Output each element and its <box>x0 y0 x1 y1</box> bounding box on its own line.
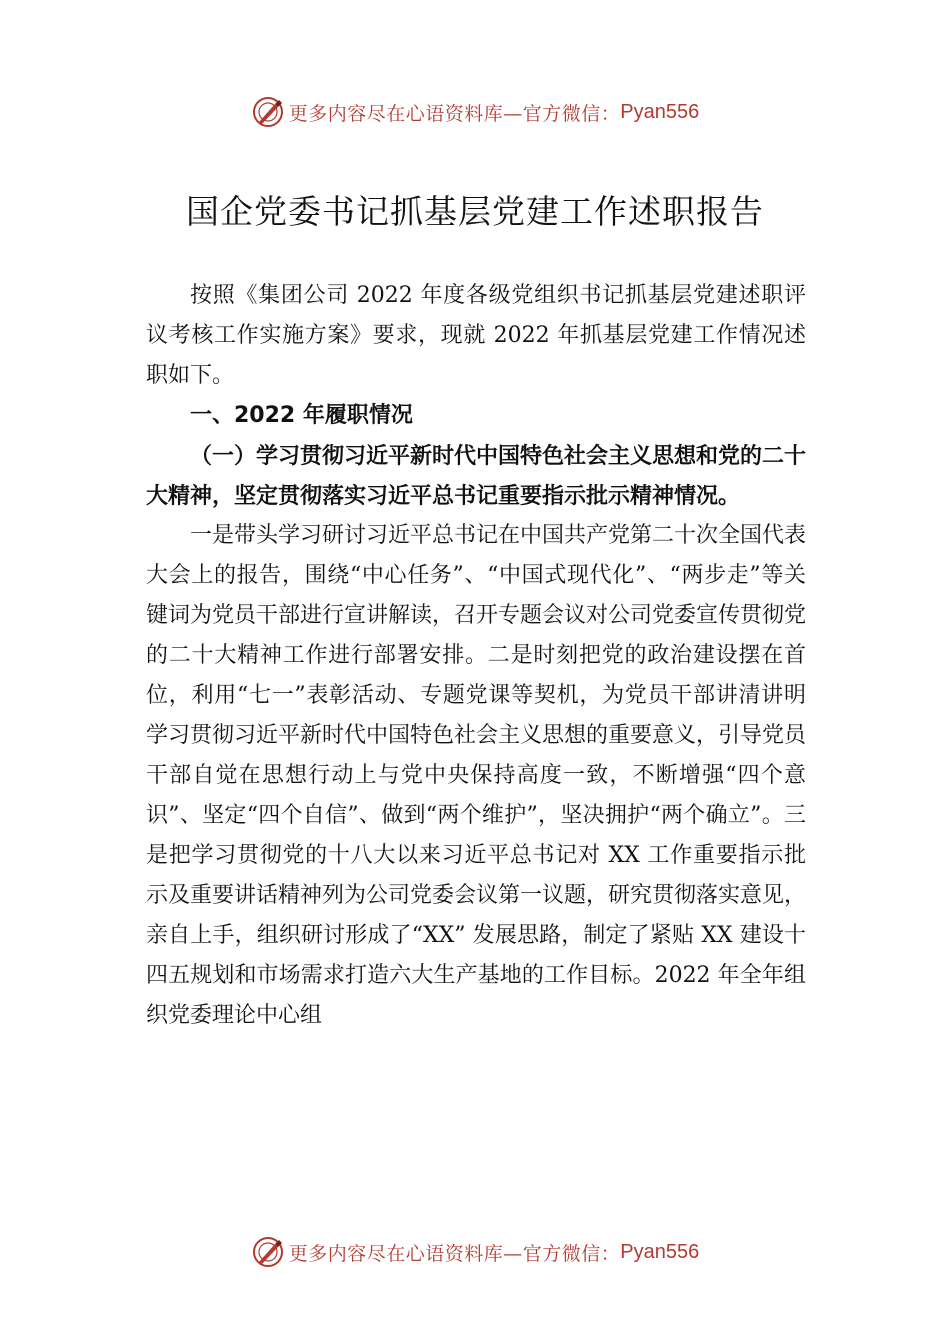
subsection-heading: （一）学习贯彻习近平新时代中国特色社会主义思想和党的二十大精神，坚定贯彻落实习近平总书记重要指示批示精神情况。 <box>146 443 807 509</box>
document-body <box>146 276 806 1036</box>
watermark-text: 更多内容尽在心语资料库—官方微信： <box>288 1242 621 1265</box>
watermark-wechat-id: Pyan556 <box>620 1240 700 1263</box>
body-paragraph: 一是带头学习研讨习近平总书记在中国共产党第二十次全国代表大会上的报告，围绕“中心任务”、“中国式现代化”、“两步走”等关键词为党员干部进行宣讲解读，召开专题会议对公司党委宣传贯彻党的二十大精神工作进行部署安排。二是时刻把党的政治建设摆在首位，利用“七一”表彰活动、专题党课等契机，为党员干部讲清讲明学习贯彻习近平新时代中国特色社会主义思想的重要意义，引导党员干部自觉在思想行动上与党中央保持高度一致，不断增强“四个意识”、坚定“四个自信”、做到“两个维护”，坚决拥护“两个确立”。三是把学习贯彻党的十八大以来习近平总书记对 XX 工作重要指示批示及重要讲话精神列为公司党委会议第一议题，研究贯彻落实意见，亲自上手，组织研讨形成了“XX” 发展思路，制定了紧贴 XX 建设十四五规划和市场需求打造六大生产基地的工作目标。2022 年全年组织党委理论中心组 <box>146 523 807 1028</box>
watermark-footer <box>0 1232 950 1272</box>
section-heading: 一、2022 年履职情况 <box>190 403 413 428</box>
intro-paragraph: 按照《集团公司 2022 年度各级党组织书记抓基层党建述职评议考核工作实施方案》要求，现就 2022 年抓基层党建工作情况述职如下。 <box>146 283 806 388</box>
watermark-wechat-id: Pyan556 <box>620 100 700 123</box>
pen-logo-icon <box>251 95 285 129</box>
document-title: 国企党委书记抓基层党建工作述职报告 <box>186 192 764 231</box>
watermark-text: 更多内容尽在心语资料库—官方微信： <box>288 102 621 125</box>
watermark-header <box>0 92 950 132</box>
pen-logo-icon <box>251 1235 285 1269</box>
